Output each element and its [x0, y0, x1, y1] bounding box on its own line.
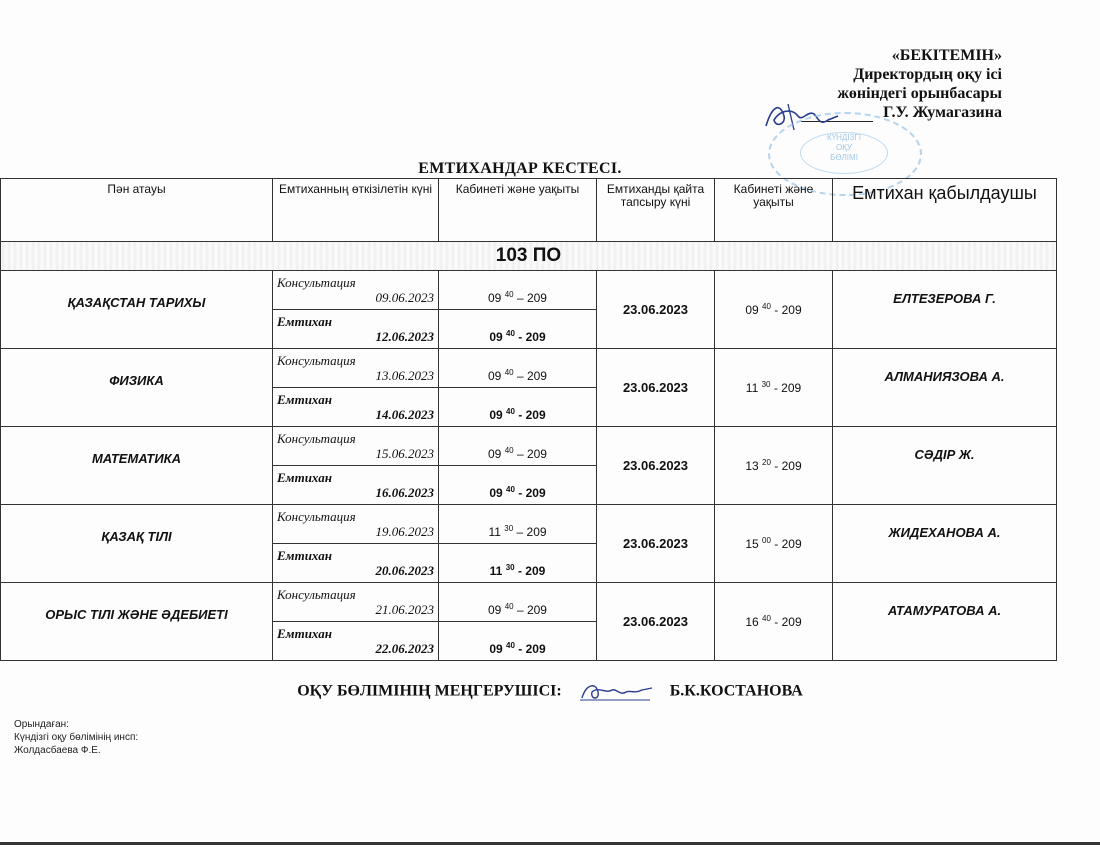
exam-room-cell — [439, 622, 597, 661]
retake-minute: 20 — [762, 458, 771, 467]
scan-edge-line — [0, 842, 1100, 845]
exam-room: - 209 — [518, 330, 546, 344]
prepared-label: Орындаған: — [14, 719, 69, 730]
stamp-text-3: БӨЛІМІ — [830, 153, 858, 162]
examiner-cell: ЕЛТЕЗЕРОВА Г. — [833, 271, 1057, 349]
retake-date-cell: 23.06.2023 — [597, 583, 715, 661]
exam-schedule-table — [0, 178, 1057, 661]
exam-hour: 09 — [489, 408, 503, 422]
table-row — [1, 349, 1057, 388]
consult-hour: 09 — [488, 603, 502, 617]
retake-time-cell — [715, 271, 833, 349]
table-row — [1, 427, 1057, 466]
subject-cell: ҚАЗАҚСТАН ТАРИХЫ — [1, 271, 273, 349]
consult-hour: 09 — [488, 369, 502, 383]
consult-room-cell — [439, 349, 597, 388]
consult-cell — [273, 271, 439, 310]
consult-cell — [273, 427, 439, 466]
retake-hour: 16 — [745, 615, 759, 629]
table-row — [1, 271, 1057, 310]
exam-date: 12.06.2023 — [375, 329, 434, 344]
exam-minute: 40 — [506, 485, 515, 494]
exam-minute: 30 — [505, 563, 515, 572]
consult-date: 13.06.2023 — [375, 368, 434, 383]
header-retake-room-time: Кабинеті және уақыты — [715, 179, 833, 242]
consult-minute: 40 — [504, 602, 514, 611]
consult-room: – 209 — [516, 603, 547, 617]
header-room-time: Кабинеті және уақыты — [439, 179, 597, 242]
prepared-by — [14, 718, 138, 757]
exam-cell — [273, 310, 439, 349]
consult-date: 15.06.2023 — [375, 446, 434, 461]
examiner-cell: АЛМАНИЯЗОВА А. — [833, 349, 1057, 427]
consult-room-cell — [439, 427, 597, 466]
consult-room-cell — [439, 583, 597, 622]
retake-time-cell — [715, 505, 833, 583]
exam-label: Емтихан — [277, 548, 332, 563]
exam-hour: 09 — [489, 486, 503, 500]
consult-cell — [273, 583, 439, 622]
stamp-text-2: ОҚУ — [836, 143, 852, 152]
retake-hour: 15 — [745, 537, 759, 551]
exam-label: Емтихан — [277, 470, 332, 485]
consult-label: Консультация — [277, 509, 356, 524]
table-row — [1, 505, 1057, 544]
subject-cell: ҚАЗАҚ ТІЛІ — [1, 505, 273, 583]
consult-room: – 209 — [516, 525, 547, 539]
exam-room-cell — [439, 544, 597, 583]
exam-minute: 40 — [506, 641, 515, 650]
examiner-cell: АТАМУРАТОВА А. — [833, 583, 1057, 661]
exam-label: Емтихан — [277, 626, 332, 641]
approval-position-1: Директордың оқу ісі — [853, 66, 1002, 83]
group-label: 103 ПО — [1, 242, 1057, 271]
consult-room-cell — [439, 271, 597, 310]
exam-cell — [273, 388, 439, 427]
prepared-position: Күндізгі оқу бөлімінің инсп: — [14, 732, 139, 743]
exam-cell — [273, 466, 439, 505]
exam-room-cell — [439, 310, 597, 349]
retake-hour: 13 — [745, 459, 759, 473]
exam-date: 22.06.2023 — [375, 641, 434, 656]
consult-cell — [273, 349, 439, 388]
exam-room-cell — [439, 466, 597, 505]
exam-room: - 209 — [518, 408, 546, 422]
retake-date-cell: 23.06.2023 — [597, 349, 715, 427]
consult-cell — [273, 505, 439, 544]
subject-cell: ОРЫС ТІЛІ ЖӘНЕ ӘДЕБИЕТІ — [1, 583, 273, 661]
exam-schedule-table-wrap — [0, 178, 1056, 661]
exam-room: - 209 — [517, 564, 546, 578]
consult-room: – 209 — [516, 369, 547, 383]
header-subject: Пән атауы — [1, 179, 273, 242]
retake-room: - 209 — [774, 537, 802, 551]
examiner-cell: ЖИДЕХАНОВА А. — [833, 505, 1057, 583]
consult-hour: 11 — [488, 525, 501, 539]
consult-room: – 209 — [516, 291, 547, 305]
exam-hour: 09 — [489, 330, 503, 344]
retake-date-cell: 23.06.2023 — [597, 427, 715, 505]
consult-room-cell — [439, 505, 597, 544]
group-row — [1, 242, 1057, 271]
exam-date: 16.06.2023 — [375, 485, 434, 500]
consult-label: Консультация — [277, 275, 356, 290]
footer-signoff — [0, 680, 1100, 704]
exam-room: - 209 — [518, 642, 546, 656]
consult-date: 19.06.2023 — [375, 524, 434, 539]
approval-signer-name: Г.У. Жумагазина — [883, 104, 1002, 121]
header-exam-date: Емтиханның өткізілетін күні — [273, 179, 439, 242]
approval-heading: «БЕКІТЕМІН» — [891, 47, 1002, 64]
retake-hour: 09 — [745, 303, 759, 317]
retake-time-cell — [715, 349, 833, 427]
head-position: ОҚУ БӨЛІМІНІҢ МЕҢГЕРУШІСІ: — [297, 682, 562, 700]
consult-hour: 09 — [488, 447, 502, 461]
document-title: ЕМТИХАНДАР КЕСТЕСІ. — [418, 160, 622, 177]
table-row — [1, 583, 1057, 622]
consult-date: 21.06.2023 — [375, 602, 434, 617]
examiner-cell: СӘДІР Ж. — [833, 427, 1057, 505]
retake-room: - 209 — [773, 381, 802, 395]
retake-time-cell — [715, 427, 833, 505]
approval-position-2: жөніндегі орынбасары — [837, 85, 1002, 102]
stamp-text-1: КҮНДІЗГІ — [827, 133, 861, 142]
exam-hour: 09 — [489, 642, 503, 656]
consult-minute: 40 — [504, 290, 514, 299]
exam-minute: 40 — [506, 329, 515, 338]
exam-hour: 11 — [489, 564, 503, 578]
retake-minute: 00 — [762, 536, 771, 545]
exam-room: - 209 — [518, 486, 546, 500]
exam-minute: 40 — [506, 407, 515, 416]
retake-hour: 11 — [745, 381, 759, 395]
head-signature-icon — [576, 680, 656, 704]
retake-date-cell: 23.06.2023 — [597, 271, 715, 349]
exam-room-cell — [439, 388, 597, 427]
consult-label: Консультация — [277, 587, 356, 602]
retake-date-cell: 23.06.2023 — [597, 505, 715, 583]
table-header-row — [1, 179, 1057, 242]
consult-label: Консультация — [277, 353, 356, 368]
exam-label: Емтихан — [277, 314, 332, 329]
prepared-name: Жолдасбаева Ф.Е. — [14, 745, 101, 756]
retake-room: - 209 — [774, 303, 802, 317]
exam-date: 14.06.2023 — [375, 407, 434, 422]
subject-cell: ФИЗИКА — [1, 349, 273, 427]
retake-room: - 209 — [774, 615, 802, 629]
retake-minute: 40 — [762, 302, 771, 311]
retake-room: - 209 — [774, 459, 802, 473]
retake-minute: 30 — [761, 380, 771, 389]
consult-minute: 40 — [504, 368, 514, 377]
retake-time-cell — [715, 583, 833, 661]
exam-date: 20.06.2023 — [375, 563, 434, 578]
subject-cell: МАТЕМАТИКА — [1, 427, 273, 505]
exam-label: Емтихан — [277, 392, 332, 407]
retake-minute: 40 — [762, 614, 771, 623]
consult-minute: 30 — [504, 524, 514, 533]
consult-room: – 209 — [516, 447, 547, 461]
consult-label: Консультация — [277, 431, 356, 446]
consult-hour: 09 — [488, 291, 502, 305]
header-examiner: Емтихан қабылдаушы — [833, 179, 1057, 242]
header-retake-date: Емтиханды қайта тапсыру күні — [597, 179, 715, 242]
consult-date: 09.06.2023 — [375, 290, 434, 305]
exam-cell — [273, 622, 439, 661]
consult-minute: 40 — [504, 446, 514, 455]
exam-cell — [273, 544, 439, 583]
head-name: Б.К.КОСТАНОВА — [669, 682, 803, 700]
